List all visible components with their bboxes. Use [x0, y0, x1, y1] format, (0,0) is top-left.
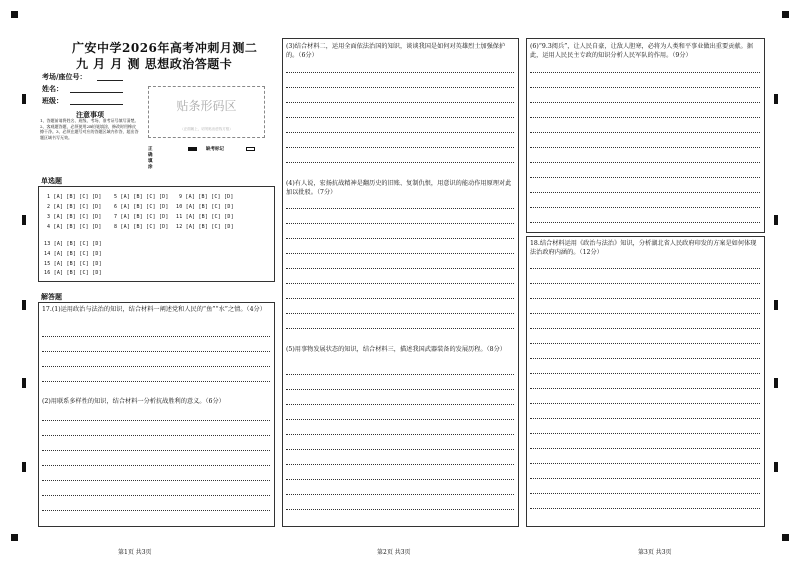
correct-fill-label: 正确填涂 [148, 147, 153, 170]
corner-mark [11, 11, 18, 18]
choice-row[interactable]: 5 [A] [B] [C] [D] [114, 194, 169, 200]
choice-row[interactable]: 11 [A] [B] [C] [D] [176, 214, 234, 220]
side-mark [22, 300, 26, 310]
sheet-subtitle: 九 月 月 测 思想政治答题卡 [76, 57, 233, 71]
question-18: 18.结合材料运用《政治与法治》知识，分析湖北省人民政府印发的方案是如何体现法治政府内涵的。（12分） [530, 240, 757, 256]
name-label: 姓名： [42, 84, 63, 93]
choice-row[interactable]: 10 [A] [B] [C] [D] [176, 204, 234, 210]
page-footer-1: 第1页 共3页 [118, 549, 152, 556]
page-footer-3: 第3页 共3页 [638, 549, 672, 556]
question-17-5: (5)用事物发展状态的知识，结合材料三，描述我国武器装备的发展历程。（8分） [286, 346, 506, 353]
corner-mark [782, 11, 789, 18]
single-choice-title: 单选题 [41, 176, 62, 185]
side-mark [774, 300, 778, 310]
name-field[interactable] [70, 92, 123, 93]
class-field[interactable] [70, 104, 123, 105]
choice-row[interactable]: 15 [A] [B] [C] [D] [44, 261, 102, 267]
side-mark [22, 462, 26, 472]
single-choice-panel [38, 186, 275, 282]
side-mark [22, 94, 26, 104]
choice-row[interactable]: 14 [A] [B] [C] [D] [44, 251, 102, 257]
choice-row[interactable]: 1 [A] [B] [C] [D] [47, 194, 102, 200]
side-mark [22, 378, 26, 388]
choice-row[interactable]: 9 [A] [B] [C] [D] [179, 194, 234, 200]
answer-panel-page3-top [526, 38, 765, 233]
barcode-area [148, 86, 265, 138]
corner-mark [782, 534, 789, 541]
choice-row[interactable]: 16 [A] [B] [C] [D] [44, 270, 102, 276]
question-17-3: (3)结合材料二，运用全面依法治国的知识，谈谈我国是如何对英雄烈士加强保护的。（6分） [286, 43, 506, 59]
exam-room-label: 考场/座位号： [42, 72, 87, 81]
class-label: 班级： [42, 96, 63, 105]
sheet-title: 广安中学2026年高考冲刺月测二 [72, 41, 258, 55]
choice-row[interactable]: 4 [A] [B] [C] [D] [47, 224, 102, 230]
side-mark [22, 215, 26, 225]
notice-title: 注意事项 [76, 110, 104, 119]
choice-row[interactable]: 2 [A] [B] [C] [D] [47, 204, 102, 210]
barcode-hint: （正面朝上，切勿贴出虚线方框） [180, 127, 233, 131]
notice-box [40, 110, 140, 160]
choice-row[interactable]: 6 [A] [B] [C] [D] [114, 204, 169, 210]
question-17-6: (6)“9.3阅兵”，让人民自豪，让敌人胆寒，必将为人类和平事业做出重要贡献。据此，运用人民民主专政的知识分析人民军队的作用。（9分） [530, 43, 753, 59]
question-17-1: 17.(1)运用政治与法治的知识，结合材料一阐述党和人民的“鱼”“水”之情。（4分） [42, 306, 266, 313]
choice-row[interactable]: 12 [A] [B] [C] [D] [176, 224, 234, 230]
page-footer-2: 第2页 共3页 [377, 549, 411, 556]
answer-panel-page3-bottom [526, 236, 765, 527]
choice-row[interactable]: 7 [A] [B] [C] [D] [114, 214, 169, 220]
answer-section-title: 解答题 [41, 292, 62, 301]
absent-mark-label: 缺考标记 [206, 147, 224, 152]
side-mark [774, 94, 778, 104]
side-mark [774, 462, 778, 472]
question-17-2: (2)用联系多样性的知识，结合材料一分析抗战胜利的意义。（6分） [42, 398, 225, 405]
correct-fill-sample [188, 147, 197, 151]
side-mark [774, 378, 778, 388]
barcode-title: 贴条形码区 [176, 99, 237, 113]
side-mark [774, 215, 778, 225]
question-17-4: (4)有人说，宏扬抗战精神是翻历史的旧账、复制仇恨，用意识的能动作用原理对此加以批驳。（7分） [286, 180, 512, 196]
corner-mark [11, 534, 18, 541]
absent-mark-box[interactable] [246, 147, 255, 151]
choice-row[interactable]: 8 [A] [B] [C] [D] [114, 224, 169, 230]
choice-row[interactable]: 13 [A] [B] [C] [D] [44, 241, 102, 247]
exam-room-field[interactable] [97, 80, 123, 81]
notice-text: 1、答题前请将姓名、班级、考场、准考证号填写清楚。2、客观题答题，必须使用2B铅笔填涂，修改时用橡皮擦干净。3、必须在题号对应的答题区域内作答，超出答题区域书写无效。 [40, 118, 139, 140]
choice-row[interactable]: 3 [A] [B] [C] [D] [47, 214, 102, 220]
